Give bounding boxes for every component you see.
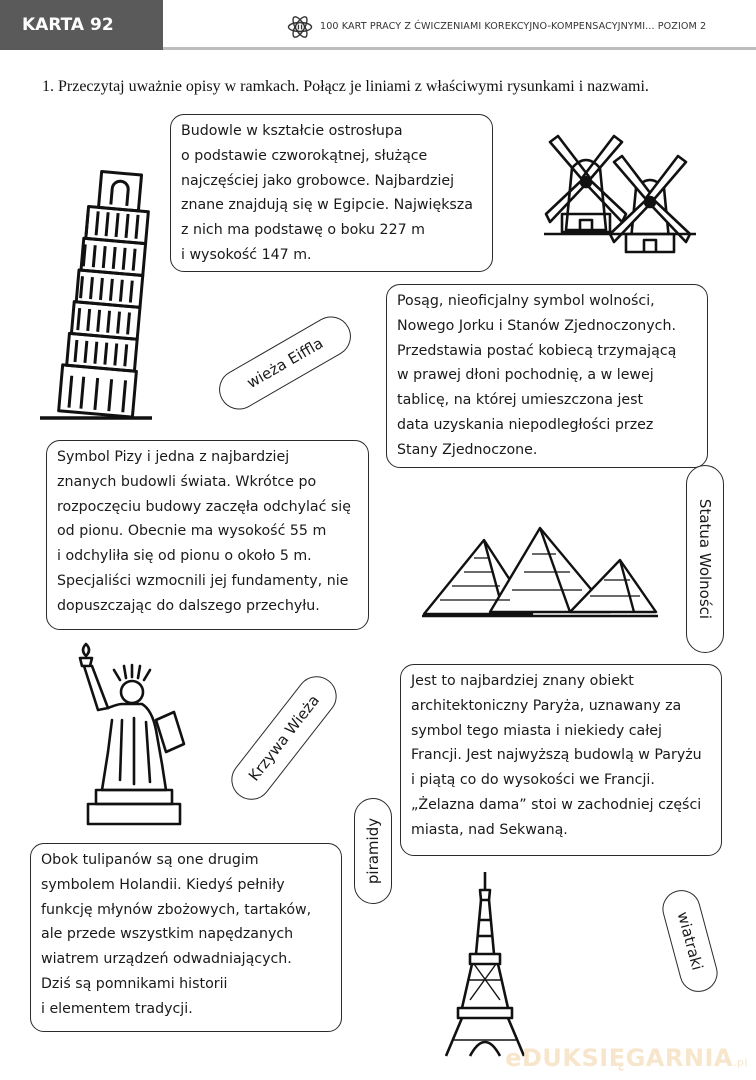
- box-line: o podstawie czworokątnej, służące: [181, 147, 428, 164]
- box-line: od pionu. Obecnie ma wysokość 55 m: [57, 523, 327, 540]
- box-line: tablicę, na której umieszczona jest: [397, 392, 644, 409]
- box-line: i wysokość 147 m.: [181, 246, 312, 263]
- atom-icon: [287, 14, 313, 40]
- box-line: wiatrem urządzeń odwadniających.: [41, 951, 292, 968]
- label-pyramids[interactable]: piramidy: [354, 798, 392, 904]
- box-line: Przedstawia postać kobiecą trzymającą: [397, 342, 677, 359]
- box-line: rozpoczęciu budowy zaczęła odchylać się: [57, 498, 351, 515]
- box-line: Symbol Pizy i jedna z najbardziej: [57, 449, 290, 465]
- label-leaning-tower[interactable]: Krzywa Wieża: [223, 668, 344, 808]
- description-box-pisa[interactable]: [46, 440, 369, 630]
- box-line: z nich ma podstawę o boku 227 m: [181, 222, 425, 239]
- box-line: symbolem Holandii. Kiedyś pełniły: [41, 876, 285, 893]
- watermark-suffix: .pl: [732, 1056, 748, 1069]
- box-line: znanych budowli świata. Wkrótce po: [57, 473, 317, 490]
- box-line: funkcję młynów zbożowych, tartaków,: [41, 901, 312, 918]
- box-line: i elementem tradycji.: [41, 1000, 193, 1017]
- box-line: dopuszczając do dalszego przechyłu.: [57, 597, 320, 614]
- series-title: 100 KART PRACY Z ĆWICZENIAMI KOREKCYJNO-KOMPENSACYJNYMI... POZIOM 2: [320, 21, 707, 32]
- box-line: najczęściej jako grobowce. Najbardziej: [181, 172, 455, 189]
- box-line: Obok tulipanów są one drugim: [41, 852, 259, 868]
- box-line: Dziś są pomnikami historii: [41, 975, 228, 992]
- box-line: architektoniczny Paryża, uznawany za: [411, 697, 682, 714]
- box-line: Posąg, nieoficjalny symbol wolności,: [397, 293, 655, 309]
- label-eiffel-tower[interactable]: wieża Eiffla: [212, 309, 358, 417]
- task-instruction: 1. Przeczytaj uważnie opisy w ramkach. Połącz je liniami z właściwymi rysunkami i nazwami.: [42, 78, 649, 95]
- windmills-icon[interactable]: [540, 122, 700, 262]
- eiffel-tower-icon[interactable]: [440, 870, 530, 1060]
- box-line: znane znajdują się w Egipcie. Największa: [181, 197, 473, 214]
- statue-of-liberty-icon[interactable]: [74, 640, 198, 830]
- description-box-pyramids[interactable]: [170, 114, 493, 272]
- box-line: Nowego Jorku i Stanów Zjednoczonych.: [397, 317, 676, 334]
- publisher-watermark: [505, 1044, 748, 1072]
- box-line: miasta, nad Sekwaną.: [411, 821, 568, 838]
- leaning-tower-icon[interactable]: [36, 150, 156, 422]
- header-divider: [163, 47, 756, 50]
- box-line: Francji. Jest najwyższą budowlą w Paryżu: [411, 747, 702, 764]
- box-line: ale przede wszystkim napędzanych: [41, 926, 294, 943]
- description-box-windmills[interactable]: [30, 843, 342, 1032]
- pyramids-icon[interactable]: [420, 520, 660, 620]
- label-statue-of-liberty[interactable]: Statua Wolności: [686, 465, 724, 653]
- description-box-eiffel[interactable]: [400, 664, 722, 856]
- box-line: symbol tego miasta i niekiedy całej: [411, 722, 662, 739]
- box-line: „Żelazna dama” stoi w zachodniej części: [411, 796, 702, 813]
- box-line: w prawej dłoni pochodnię, a w lewej: [397, 367, 654, 384]
- box-line: data uzyskania niepodległości przez: [397, 416, 654, 433]
- box-line: Specjaliści wzmocnili jej fundamenty, nie: [57, 572, 349, 589]
- label-windmills[interactable]: wiatraki: [658, 886, 722, 996]
- description-box-statue[interactable]: [386, 284, 708, 468]
- box-line: Stany Zjednoczone.: [397, 441, 538, 458]
- box-line: i odchyliła się od pionu o około 5 m.: [57, 548, 312, 565]
- box-line: i piątą co do wysokości we Francji.: [411, 772, 655, 789]
- card-label: KARTA 92: [0, 0, 163, 50]
- box-line: Budowle w kształcie ostrosłupa: [181, 123, 403, 139]
- watermark-text: eDUKSIĘGARNIA: [505, 1044, 733, 1072]
- box-line: Jest to najbardziej znany obiekt: [411, 673, 634, 689]
